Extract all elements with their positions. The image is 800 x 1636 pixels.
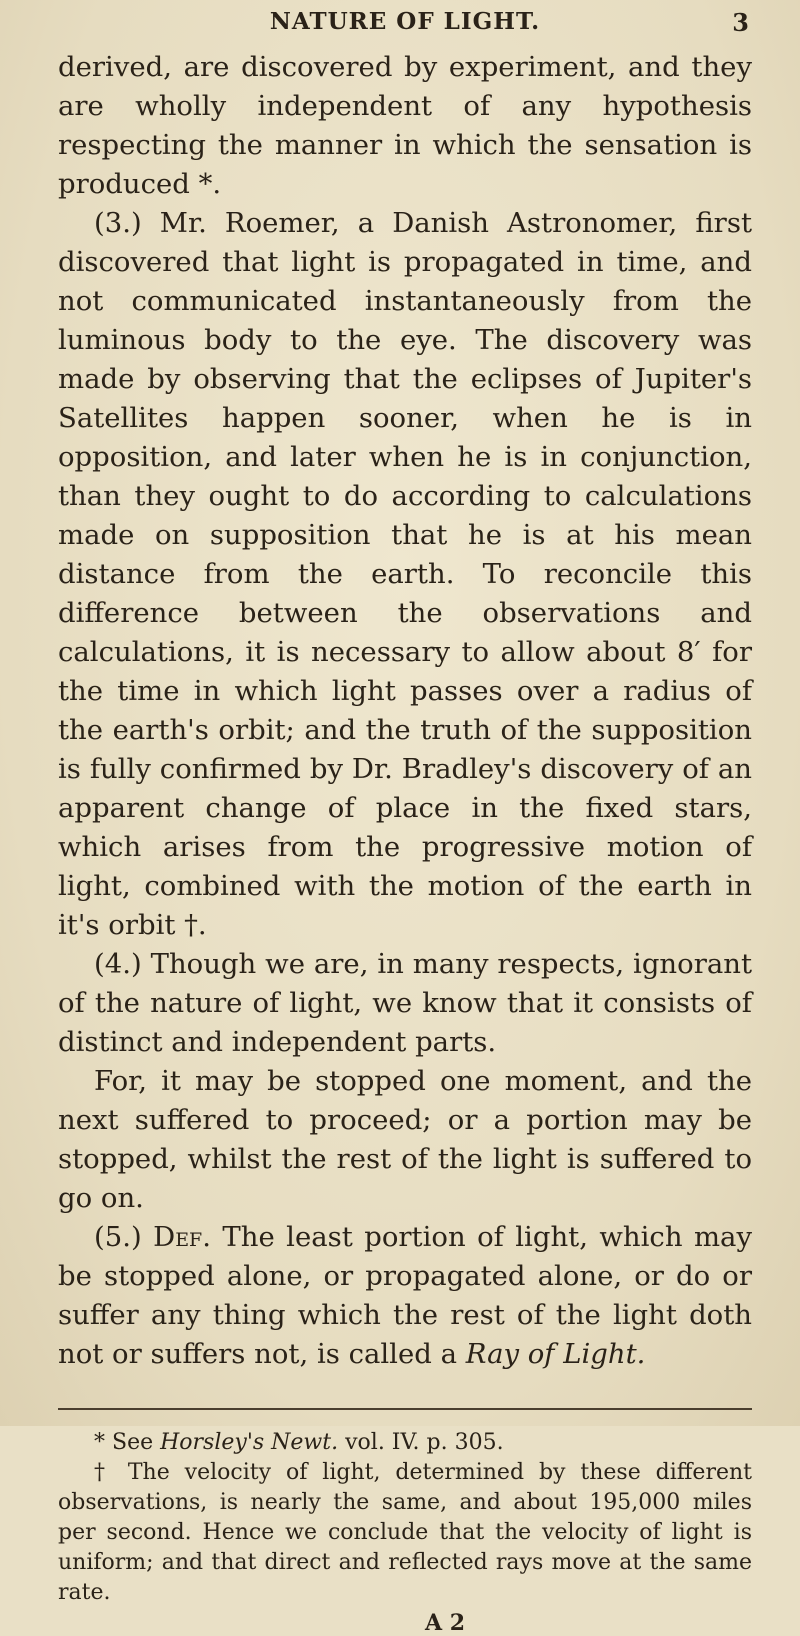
footnote-text: * See: [94, 1430, 161, 1455]
paragraph-text: Mr. Roemer, a Danish Astronomer, first discovered that light is propagated in time, and not communicated instantaneously from the luminous body to the eye. The discovery was made by observing that the eclipses of Jupiter's Satellites happen sooner, when he is in opposition, and later when he is in conjunction, than they ought to do according to calculations made on supposition that he is at his mean distance from the earth. To reconcile this difference between the observations and calculations, it is necessary to allow about 8′ for the time in which light passes over a radius of the earth's orbit; and the truth of the supposition is fully confirmed by Dr. Bradley's discovery of an apparent change of place in the fixed stars, which arises from the progressive motion of light, combined with the motion of the earth in it's orbit †.: [58, 207, 752, 941]
paragraph-3: [58, 204, 752, 945]
signature-mark: A 2: [424, 1610, 466, 1636]
paragraph-continued: [58, 48, 752, 204]
definition-label: Def.: [153, 1221, 211, 1253]
paragraph-number: (4.): [94, 948, 142, 980]
running-title: NATURE OF LIGHT.: [269, 8, 541, 35]
footnote-1: [58, 1428, 752, 1458]
paragraph-number: (3.): [94, 207, 142, 239]
footnotes: [58, 1428, 752, 1608]
running-head: [58, 8, 752, 44]
paragraph-text: derived, are discovered by experiment, and they are wholly independent of any hypothesis respecting the manner in which the sensation is produced *.: [58, 51, 752, 200]
paragraph-5-definition: [58, 1218, 752, 1374]
footnote-text: vol. IV. p. 305.: [338, 1430, 504, 1455]
defined-term: Ray of Light.: [465, 1338, 646, 1370]
paragraph-4-continued: [58, 1062, 752, 1218]
paragraph-text: Though we are, in many respects, ignorant of the nature of light, we know that it consists of distinct and independent parts.: [58, 948, 752, 1058]
footnote-reference: Horsley's Newt.: [160, 1430, 339, 1455]
paragraph-text: For, it may be stopped one moment, and the next suffered to proceed; or a portion may be stopped, whilst the rest of the light is suffered to go on.: [58, 1065, 752, 1214]
footnote-2: [58, 1458, 752, 1608]
page-number: 3: [732, 8, 750, 37]
paragraph-4: [58, 945, 752, 1062]
paragraph-number: (5.): [94, 1221, 142, 1253]
footnote-text: † The velocity of light, determined by these different observations, is nearly the same, and about 195,000 miles per second. Hence we conclude that the velocity of light is uniform; and that direct and reflected rays move at the same rate.: [58, 1460, 752, 1605]
paragraph-text: The least portion of light, which may be stopped alone, or propagated alone, or do or suffer any thing which the rest of the light doth not or suffers not, is called a: [58, 1221, 752, 1370]
body-text: [58, 48, 752, 1374]
footnote-rule: [58, 1408, 752, 1410]
